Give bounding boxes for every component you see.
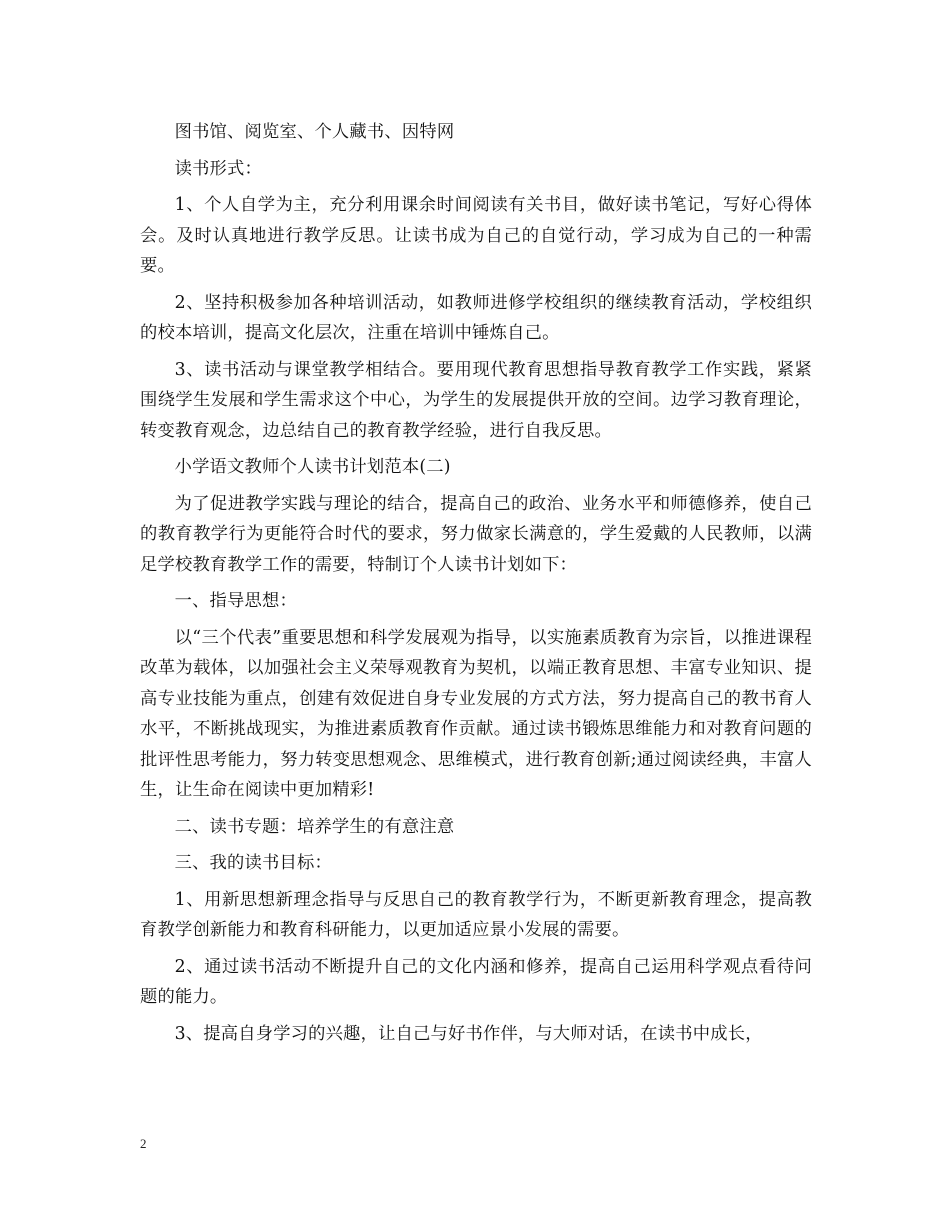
page-number: 2	[140, 1136, 147, 1151]
paragraph-intro: 为了促进教学实践与理论的结合，提高自己的政治、业务水平和师德修养，使自己的教育教学行为更能符合时代的要求，努力做家长满意的，学生爱戴的人民教师，以满足学校教育教学工作的需要，特制订个人读书计划如下：	[140, 493, 812, 575]
paragraph-form-item-2: 2、坚持积极参加各种培训活动，如教师进修学校组织的继续教育活动，学校组织的校本培训，提高文化层次，注重在培训中锤炼自己。	[140, 292, 812, 343]
heading-reading-goals: 三、我的读书目标：	[174, 853, 332, 873]
paragraph-form-item-1: 1、个人自学为主，充分利用课余时间阅读有关书目，做好读书笔记，写好心得体会。及时认真地进行教学反思。让读书成为自己的自觉行动，学习成为自己的一种需要。	[140, 195, 812, 276]
heading-guiding-thought: 一、指导思想：	[174, 591, 297, 611]
paragraph-form-item-3: 3、读书活动与课堂教学相结合。要用现代教育思想指导教育教学工作实践，紧紧围绕学生发展和学生需求这个中心，为学生的发展提供开放的空间。边学习教育理论，转变教育观念，边总结自己的教育教学经验，进行自我反思。	[140, 359, 812, 441]
paragraph-guiding-thought: 以“三个代表”重要思想和科学发展观为指导，以实施素质教育为宗旨，以推进课程改革为载体，以加强社会主义荣辱观教育为契机，以端正教育思想、丰富专业知识、提高专业技能为重点，创建有效促进自身专业发展的方式方法，努力提高自己的教书育人水平，不断挑战现实，为推进素质教育作贡献。通过读书锻炼思维能力和对教育问题的批评性思考能力，努力转变思想观念、思维模式，进行教育创新;通过阅读经典，丰富人生，让生命在阅读中更加精彩!	[140, 627, 812, 800]
heading-reading-topic: 二、读书专题：培养学生的有意注意	[174, 816, 455, 837]
paragraph-goal-2: 2、通过读书活动不断提升自己的文化内涵和修养，提高自己运用科学观点看待问题的能力。	[140, 956, 812, 1007]
paragraph-goal-3: 3、提高自身学习的兴趣，让自己与好书作伴，与大师对话，在读书中成长，	[174, 1023, 763, 1044]
paragraph-resources: 图书馆、阅览室、个人藏书、因特网	[174, 122, 455, 142]
section-title: 小学语文教师个人读书计划范本(二)	[174, 457, 451, 477]
page-body	[140, 117, 812, 1055]
paragraph-reading-form-heading: 读书形式：	[174, 158, 263, 179]
paragraph-goal-1: 1、用新思想新理念指导与反思自己的教育教学行为，不断更新教育理念，提高教育教学创新能力和教育科研能力，以更加适应景小发展的需要。	[140, 889, 812, 940]
